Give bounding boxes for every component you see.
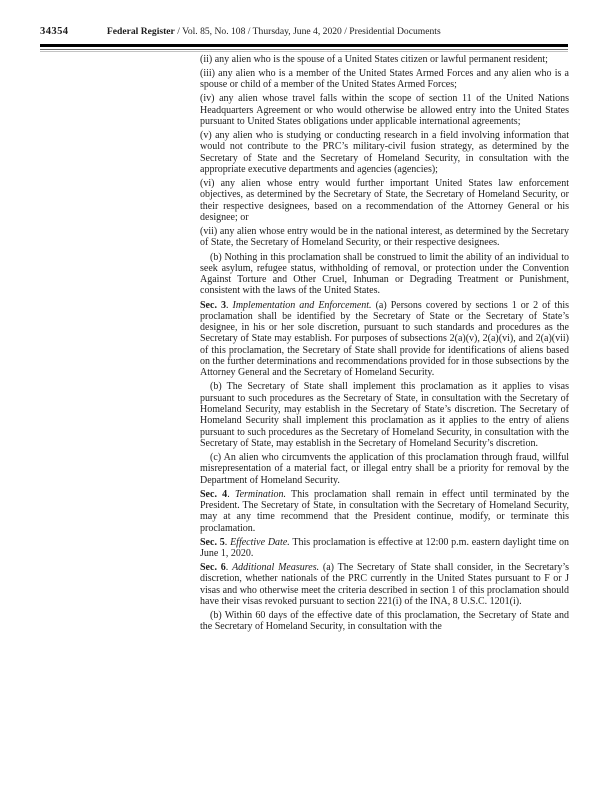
document-body <box>200 54 569 635</box>
text-run: Sec. 3 <box>200 299 226 311</box>
text-run: This proclamation shall remain in effect until terminated by the President. The Secretary of State, in consultation with the Secretary of Homeland Security, may at any time recommend that the President continue, modify, or terminate this proclamation. <box>200 488 570 534</box>
rule-heavy-line <box>40 44 568 47</box>
sec-6 <box>200 562 569 607</box>
text-run: . <box>227 488 235 500</box>
text-run: (b) Nothing in this proclamation shall be construed to limit the ability of an individual to seek asylum, refugee status, withholding of removal, or protection under the Convention Against Torture and Other Cruel, Inhuman or Degrading Treatment or Punishment, consistent with the laws of the United States. <box>200 251 569 297</box>
text-run: Effective Date. <box>230 536 290 548</box>
header-title <box>107 26 441 37</box>
page-number: 34354 <box>40 26 69 37</box>
clause-vii <box>200 226 569 249</box>
clause-iv <box>200 93 569 127</box>
header-journal-name: Federal Register <box>106 26 175 37</box>
para-2b <box>200 252 569 297</box>
text-run: (v) any alien who is studying or conducting research in a field involving information that would not contribute to the PRC’s military-civil fusion strategy, as determined by the Secretary of State and the Secretary of Homeland Security, in consultation with the appropriate executive departments and agencies (agencies); <box>200 130 569 176</box>
text-run: . <box>225 299 233 311</box>
text-run: Implementation and Enforcement. <box>232 299 372 311</box>
header-issue-info: / Vol. 85, No. 108 / Thursday, June 4, 2020 / Presidential Documents <box>177 26 441 37</box>
para-3b <box>200 381 569 449</box>
text-run: Sec. 5 <box>200 536 225 548</box>
clause-iii <box>200 68 569 91</box>
text-run: (vi) any alien whose entry would further important United States law enforcement objectives, as determined by the Secretary of State, the Secretary of Homeland Security, or their respective designees, based on a recommendation of the Attorney General or his designee; or <box>200 178 569 224</box>
text-run: (ii) any alien who is the spouse of a United States citizen or lawful permanent resident; <box>200 54 548 65</box>
text-run: (iii) any alien who is a member of the United States Armed Forces and any alien who is a spouse or child of a member of the United States Armed Forces; <box>200 68 569 91</box>
clause-ii <box>200 54 569 65</box>
text-run: Additional Measures. <box>232 562 320 574</box>
text-run: . <box>224 536 231 548</box>
text-run: (iv) any alien whose travel falls within the scope of section 11 of the United Nations Headquarters Agreement or who would otherwise be allowed entry into the United States pursuant to United States obligations under applicable international agreements; <box>200 93 569 128</box>
page-header <box>40 26 568 37</box>
clause-v <box>200 130 569 175</box>
sec-5 <box>200 537 569 560</box>
rule-thin-line-2 <box>40 51 568 52</box>
sec-4 <box>200 489 569 534</box>
text-run: This proclamation is effective at 12:00 p.m. eastern daylight time on June 1, 2020. <box>200 536 570 559</box>
text-run: (vii) any alien whose entry would be in the national interest, as determined by the Secretary of State, the Secretary of Homeland Security, or their respective designees. <box>200 226 569 249</box>
text-run: (a) Persons covered by sections 1 or 2 of this proclamation shall be identified by the Secretary of State or the Secretary of State’s designee, in his or her sole discretion, pursuant to such standards and procedures as the Secretary of State may establish. For purposes of subsections 2(a)(v), 2(a)(vi), and 2(a)(vii) of this proclamation, the Secretary of State shall provide for identifications of aliens based on the further determinations and recommendations provided for in those subsections by the Attorney General and the Secretary of Homeland Security. <box>200 299 569 379</box>
text-run: (b) Within 60 days of the effective date of this proclamation, the Secretary of State and the Secretary of Homeland Security, in consultation with the <box>200 610 569 633</box>
para-3c <box>200 452 569 486</box>
para-6b <box>200 610 569 633</box>
text-run: Sec. 6 <box>200 562 226 574</box>
sec-3 <box>200 300 569 379</box>
text-run: (b) The Secretary of State shall implement this proclamation as it applies to visas pursuant to such procedures as the Secretary of State, in consultation with the Secretary of Homeland Security, may establish in the Secretary of State’s discretion. The Secretary of Homeland Security shall implement this proclamation as it applies to the entry of aliens pursuant to such procedures as the Secretary of Homeland Security, in consultation with the Secretary of State, may establish in the Secretary of Homeland Security’s discretion. <box>200 381 569 449</box>
text-run: . <box>225 562 233 574</box>
text-run: Termination. <box>234 488 286 500</box>
clause-vi <box>200 178 569 223</box>
text-run: Sec. 4 <box>200 488 228 500</box>
rule-thin-line <box>40 49 568 50</box>
text-run: (a) The Secretary of State shall consider, in the Secretary’s discretion, whether nationals of the PRC currently in the United States pursuant to F or J visas and who otherwise meet the criteria described in section 1 of this proclamation should have their visas revoked pursuant to section 221(i) of the INA, 8 U.S.C. 1201(i). <box>200 562 570 607</box>
header-double-rule <box>40 44 568 52</box>
text-run: (c) An alien who circumvents the application of this proclamation through fraud, willful misrepresentation of a material fact, or illegal entry shall be a priority for removal by the Department of Homeland Security. <box>200 451 569 486</box>
